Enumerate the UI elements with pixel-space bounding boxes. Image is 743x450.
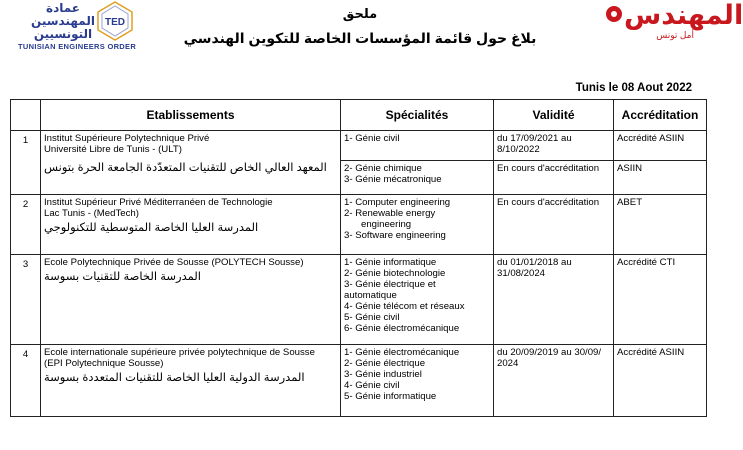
table-row	[11, 255, 707, 345]
establishment-name: (EPI Polytechnique Sousse)	[44, 358, 164, 369]
table-row	[11, 345, 707, 417]
header-specialties: Spécialités	[341, 100, 494, 131]
specialty-item: 4- Génie télécom et réseaux	[344, 301, 465, 312]
row-number: 3	[11, 255, 41, 345]
page-title-annex: ملحق	[342, 6, 378, 21]
table-header-row	[11, 100, 707, 131]
validity-cell: du 17/09/2021 au 8/10/2022	[494, 131, 614, 161]
accreditation-cell: Accrédité ASIIN	[614, 131, 707, 161]
establishment-name: Institut Supérieur Privé Méditerranéen de Technologie	[44, 197, 273, 208]
validity-cell: En cours d'accréditation	[494, 161, 614, 195]
row-number: 2	[11, 195, 41, 255]
accreditation-cell: Accrédité ASIIN	[614, 345, 707, 417]
logo-mark-icon	[606, 6, 622, 22]
almouhandes-logo	[606, 0, 743, 42]
specialty-item: 5- Génie informatique	[344, 391, 437, 402]
establishment-name: Lac Tunis - (MedTech)	[44, 208, 139, 219]
specialty-item: 2- Renewable energy	[344, 208, 436, 219]
specialty-item: 1- Génie informatique	[344, 257, 437, 268]
specialty-item: 1- Génie civil	[344, 133, 400, 144]
establishment-cell	[41, 195, 341, 255]
specialty-item: 3- Génie électrique et	[344, 279, 436, 290]
header-validity: Validité	[494, 100, 614, 131]
ted-text: TED	[105, 17, 125, 28]
validity-cell: du 01/01/2018 au 31/08/2024	[494, 255, 614, 345]
establishment-name-arabic: المدرسة الدولية العليا الخاصة للتقنيات المتعددة بسوسة	[44, 372, 305, 384]
establishment-cell	[41, 255, 341, 345]
logo-tagline: أمل تونس	[656, 30, 694, 40]
specialties-cell	[341, 161, 494, 195]
establishment-name: Institut Supérieure Polytechnique Privé	[44, 133, 210, 144]
row-number: 1	[11, 131, 41, 195]
specialty-item: 3- Software engineering	[344, 230, 446, 241]
table-row	[11, 131, 707, 161]
specialty-item: 2- Génie électrique	[344, 358, 426, 369]
page-title: بلاغ حول قائمة المؤسسات الخاصة للتكوين الهندسي	[183, 30, 537, 46]
header-establishments: Etablissements	[41, 100, 341, 131]
establishment-cell	[41, 131, 341, 195]
establishment-name: Université Libre de Tunis - (ULT)	[44, 144, 182, 155]
specialty-item: 2- Génie chimique	[344, 163, 422, 174]
specialty-item: 6- Génie électromécanique	[344, 323, 460, 334]
specialty-item: 2- Génie biotechnologie	[344, 268, 446, 279]
specialty-item: engineering	[361, 219, 412, 230]
specialty-item: 1- Computer engineering	[344, 197, 451, 208]
establishment-name-arabic: المدرسة الخاصة للتقنيات بسوسة	[44, 271, 201, 283]
specialty-item: 3- Génie mécatronique	[344, 174, 442, 185]
header-num	[11, 100, 41, 131]
logo-arabic-text: عمادة المهندسين التونسيين	[31, 1, 95, 41]
validity-cell: du 20/09/2019 au 30/09/ 2024	[494, 345, 614, 417]
establishment-name: Ecole internationale supérieure privée polytechnique de Sousse	[44, 347, 315, 358]
table-row	[11, 195, 707, 255]
specialties-cell	[341, 255, 494, 345]
validity-cell: En cours d'accréditation	[494, 195, 614, 255]
document-date: Tunis le 08 Aout 2022	[575, 82, 692, 94]
specialty-item: 1- Génie électromécanique	[344, 347, 460, 358]
logo-word: المهندس	[624, 0, 743, 30]
accreditation-cell: Accrédité CTI	[614, 255, 707, 345]
row-number: 4	[11, 345, 41, 417]
accreditation-cell: ASIIN	[614, 161, 707, 195]
accreditation-cell: ABET	[614, 195, 707, 255]
specialty-item: 4- Génie civil	[344, 380, 400, 391]
establishment-name-arabic: المدرسة العليا الخاصة المتوسطية للتكنولوجي	[44, 222, 259, 234]
header-accreditation: Accréditation	[614, 100, 707, 131]
specialties-cell	[341, 345, 494, 417]
establishment-name-arabic: المعهد العالي الخاص للتقنيات المتعدّدة الجامعة الحرة بتونس	[44, 162, 327, 174]
specialty-item: 5- Génie civil	[344, 312, 400, 323]
logo-english-text: TUNISIAN ENGINEERS ORDER	[18, 42, 137, 51]
specialties-cell	[341, 131, 494, 161]
establishment-name: Ecole Polytechnique Privée de Sousse (POLYTECH Sousse)	[44, 257, 304, 268]
specialty-item: automatique	[344, 290, 397, 301]
establishment-cell	[41, 345, 341, 417]
specialties-cell	[341, 195, 494, 255]
institutions-table	[10, 99, 707, 417]
specialty-item: 3- Génie industriel	[344, 369, 422, 380]
